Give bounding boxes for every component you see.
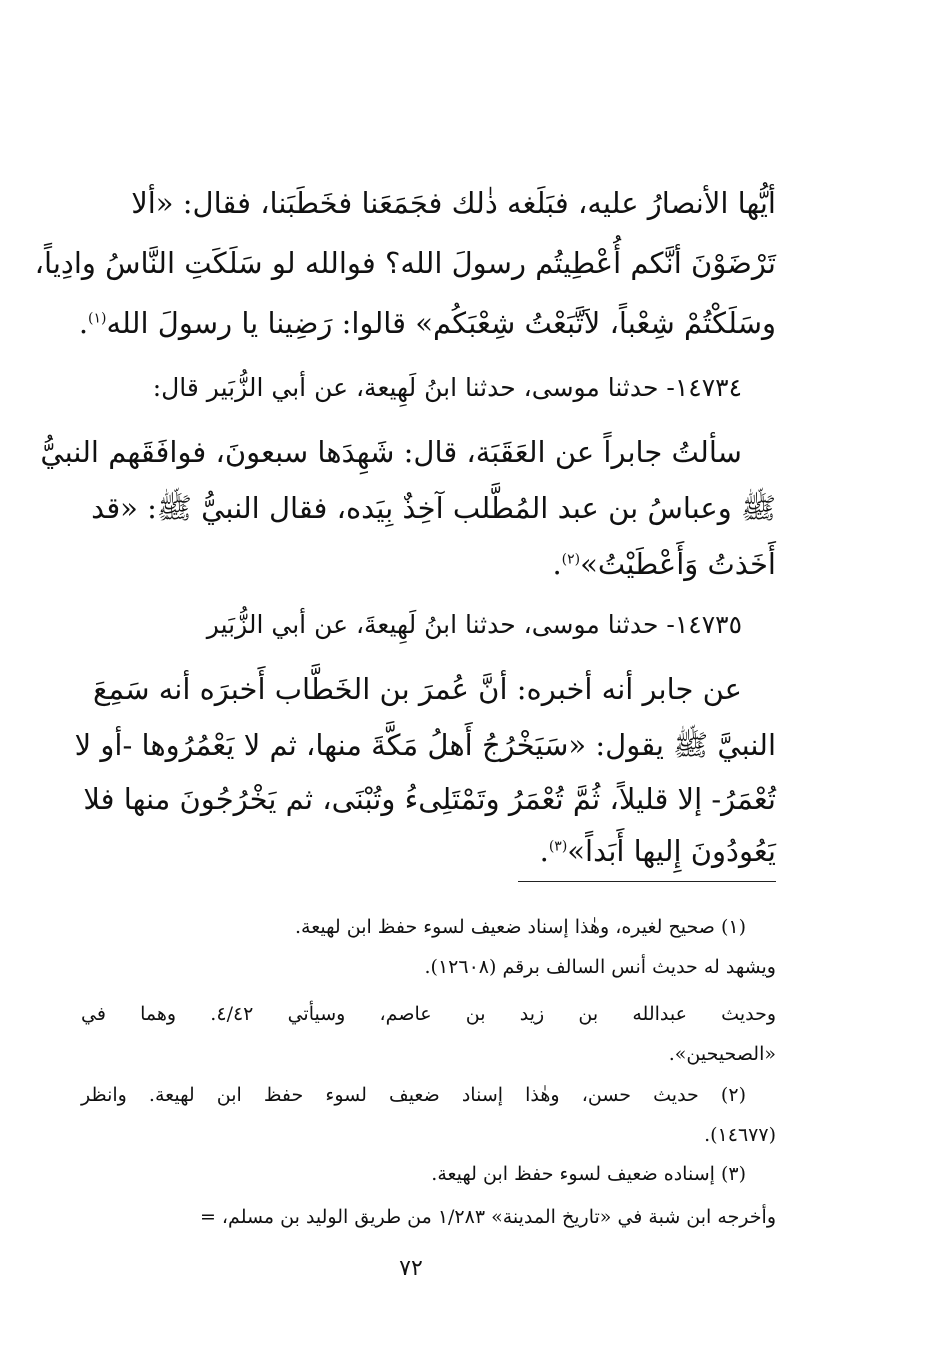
hadith-14735-heading: ١٤٧٣٥- حدثنا موسى، حدثنا ابنُ لَهِيعةَ، عن أبي الزُّبَير bbox=[206, 610, 742, 639]
paragraph-3-line-3: تُعْمَرُ- إلا قليلاً، ثُمَّ تُعْمَرُ وتَمْتَلِىءُ وتُبْنَى، ثم يَخْرُجُونَ منها فلا bbox=[83, 782, 776, 816]
paragraph-2-line-3-text: أَخَذتُ وَأَعْطَيْتُ» bbox=[580, 547, 776, 581]
paragraph-1-line-2: تَرْضَوْنَ أنَّكم أُعْطِيتُم رسولَ الله؟ فوالله لو سَلَكَتِ النَّاسُ وادِياً، bbox=[34, 246, 776, 280]
paragraph-1-line-1: أيُّها الأنصارُ عليه، فبَلَغه ذٰلك فجَمَعَنا فخَطَبَنا، فقال: «ألا bbox=[131, 186, 776, 220]
paragraph-3-line-4 bbox=[161, 826, 776, 876]
paragraph-2-end-mark: . bbox=[552, 547, 562, 581]
footnote-ref-3: (٣) bbox=[548, 838, 568, 855]
footnote-3-line-2: وأخرجه ابن شبة في «تاريخ المدينة» ١/٢٨٣ من طريق الوليد بن مسلم، = bbox=[199, 1206, 776, 1228]
paragraph-2-line-3 bbox=[161, 539, 776, 589]
footnote-1-line-4: «الصحيحين». bbox=[668, 1043, 776, 1065]
paragraph-2-line-2: ﷺ وعباسُ بن عبد المُطَّلب آخِذٌ بِيَده، فقال النبيُّ ﷺ: «قد bbox=[91, 491, 776, 525]
page-number: ٧٢ bbox=[399, 1256, 423, 1281]
footnote-1-line-2: ويشهد له حديث أنس السالف برقم (١٢٦٠٨). bbox=[424, 956, 776, 978]
footnote-1-line-3: وحديث عبدالله بن زيد بن عاصم، وسيأتي ٤/٤٢. وهما في bbox=[81, 1003, 777, 1025]
paragraph-1-end-mark: . bbox=[78, 306, 89, 340]
footnote-separator bbox=[518, 881, 776, 882]
paragraph-2-line-1: سألتُ جابراً عن العَقَبَة، قال: شَهِدَها سبعونَ، فوافَقَهم النبيُّ bbox=[40, 435, 742, 469]
paragraph-3-end-mark: . bbox=[539, 834, 549, 868]
paragraph-3-line-1: عن جابر أنه أخبره: أنَّ عُمرَ بن الخَطَّاب أَخبرَه أنه سَمِعَ bbox=[93, 672, 742, 706]
paragraph-1-line-3-text: وسَلَكْتُمْ شِعْباً، لاَتَّبَعْتُ شِعْبَكُم» قالوا: رَضِينا يا رسولَ الله bbox=[106, 306, 776, 340]
paragraph-3-line-2: النبيَّ ﷺ يقول: «سَيَخْرُجُ أَهلُ مَكَّةَ منها، ثم لا يَعْمُرُوها -أو لا bbox=[74, 728, 776, 762]
footnote-1-line-1: (١) صحيح لغيره، وهٰذا إسناد ضعيف لسوء حفظ ابن لهيعة. bbox=[295, 916, 746, 938]
paragraph-3-line-4-text: يَعُودُونَ إِليها أَبَداً» bbox=[567, 834, 776, 868]
paragraph-1-line-3 bbox=[78, 298, 776, 348]
footnote-ref-2: (٢) bbox=[561, 551, 581, 568]
hadith-14734-heading: ١٤٧٣٤- حدثنا موسى، حدثنا ابنُ لَهِيعة، عن أبي الزُّبَير قال: bbox=[152, 373, 742, 402]
footnote-2-line-2: (١٤٦٧٧). bbox=[704, 1124, 776, 1146]
footnote-3-line-1: (٣) إسناده ضعيف لسوء حفظ ابن لهيعة. bbox=[431, 1163, 746, 1185]
footnote-2-line-1: (٢) حديث حسن، وهٰذا إسناد ضعيف لسوء حفظ ابن لهيعة. وانظر bbox=[81, 1084, 746, 1106]
footnote-ref-1: (١) bbox=[88, 310, 107, 327]
